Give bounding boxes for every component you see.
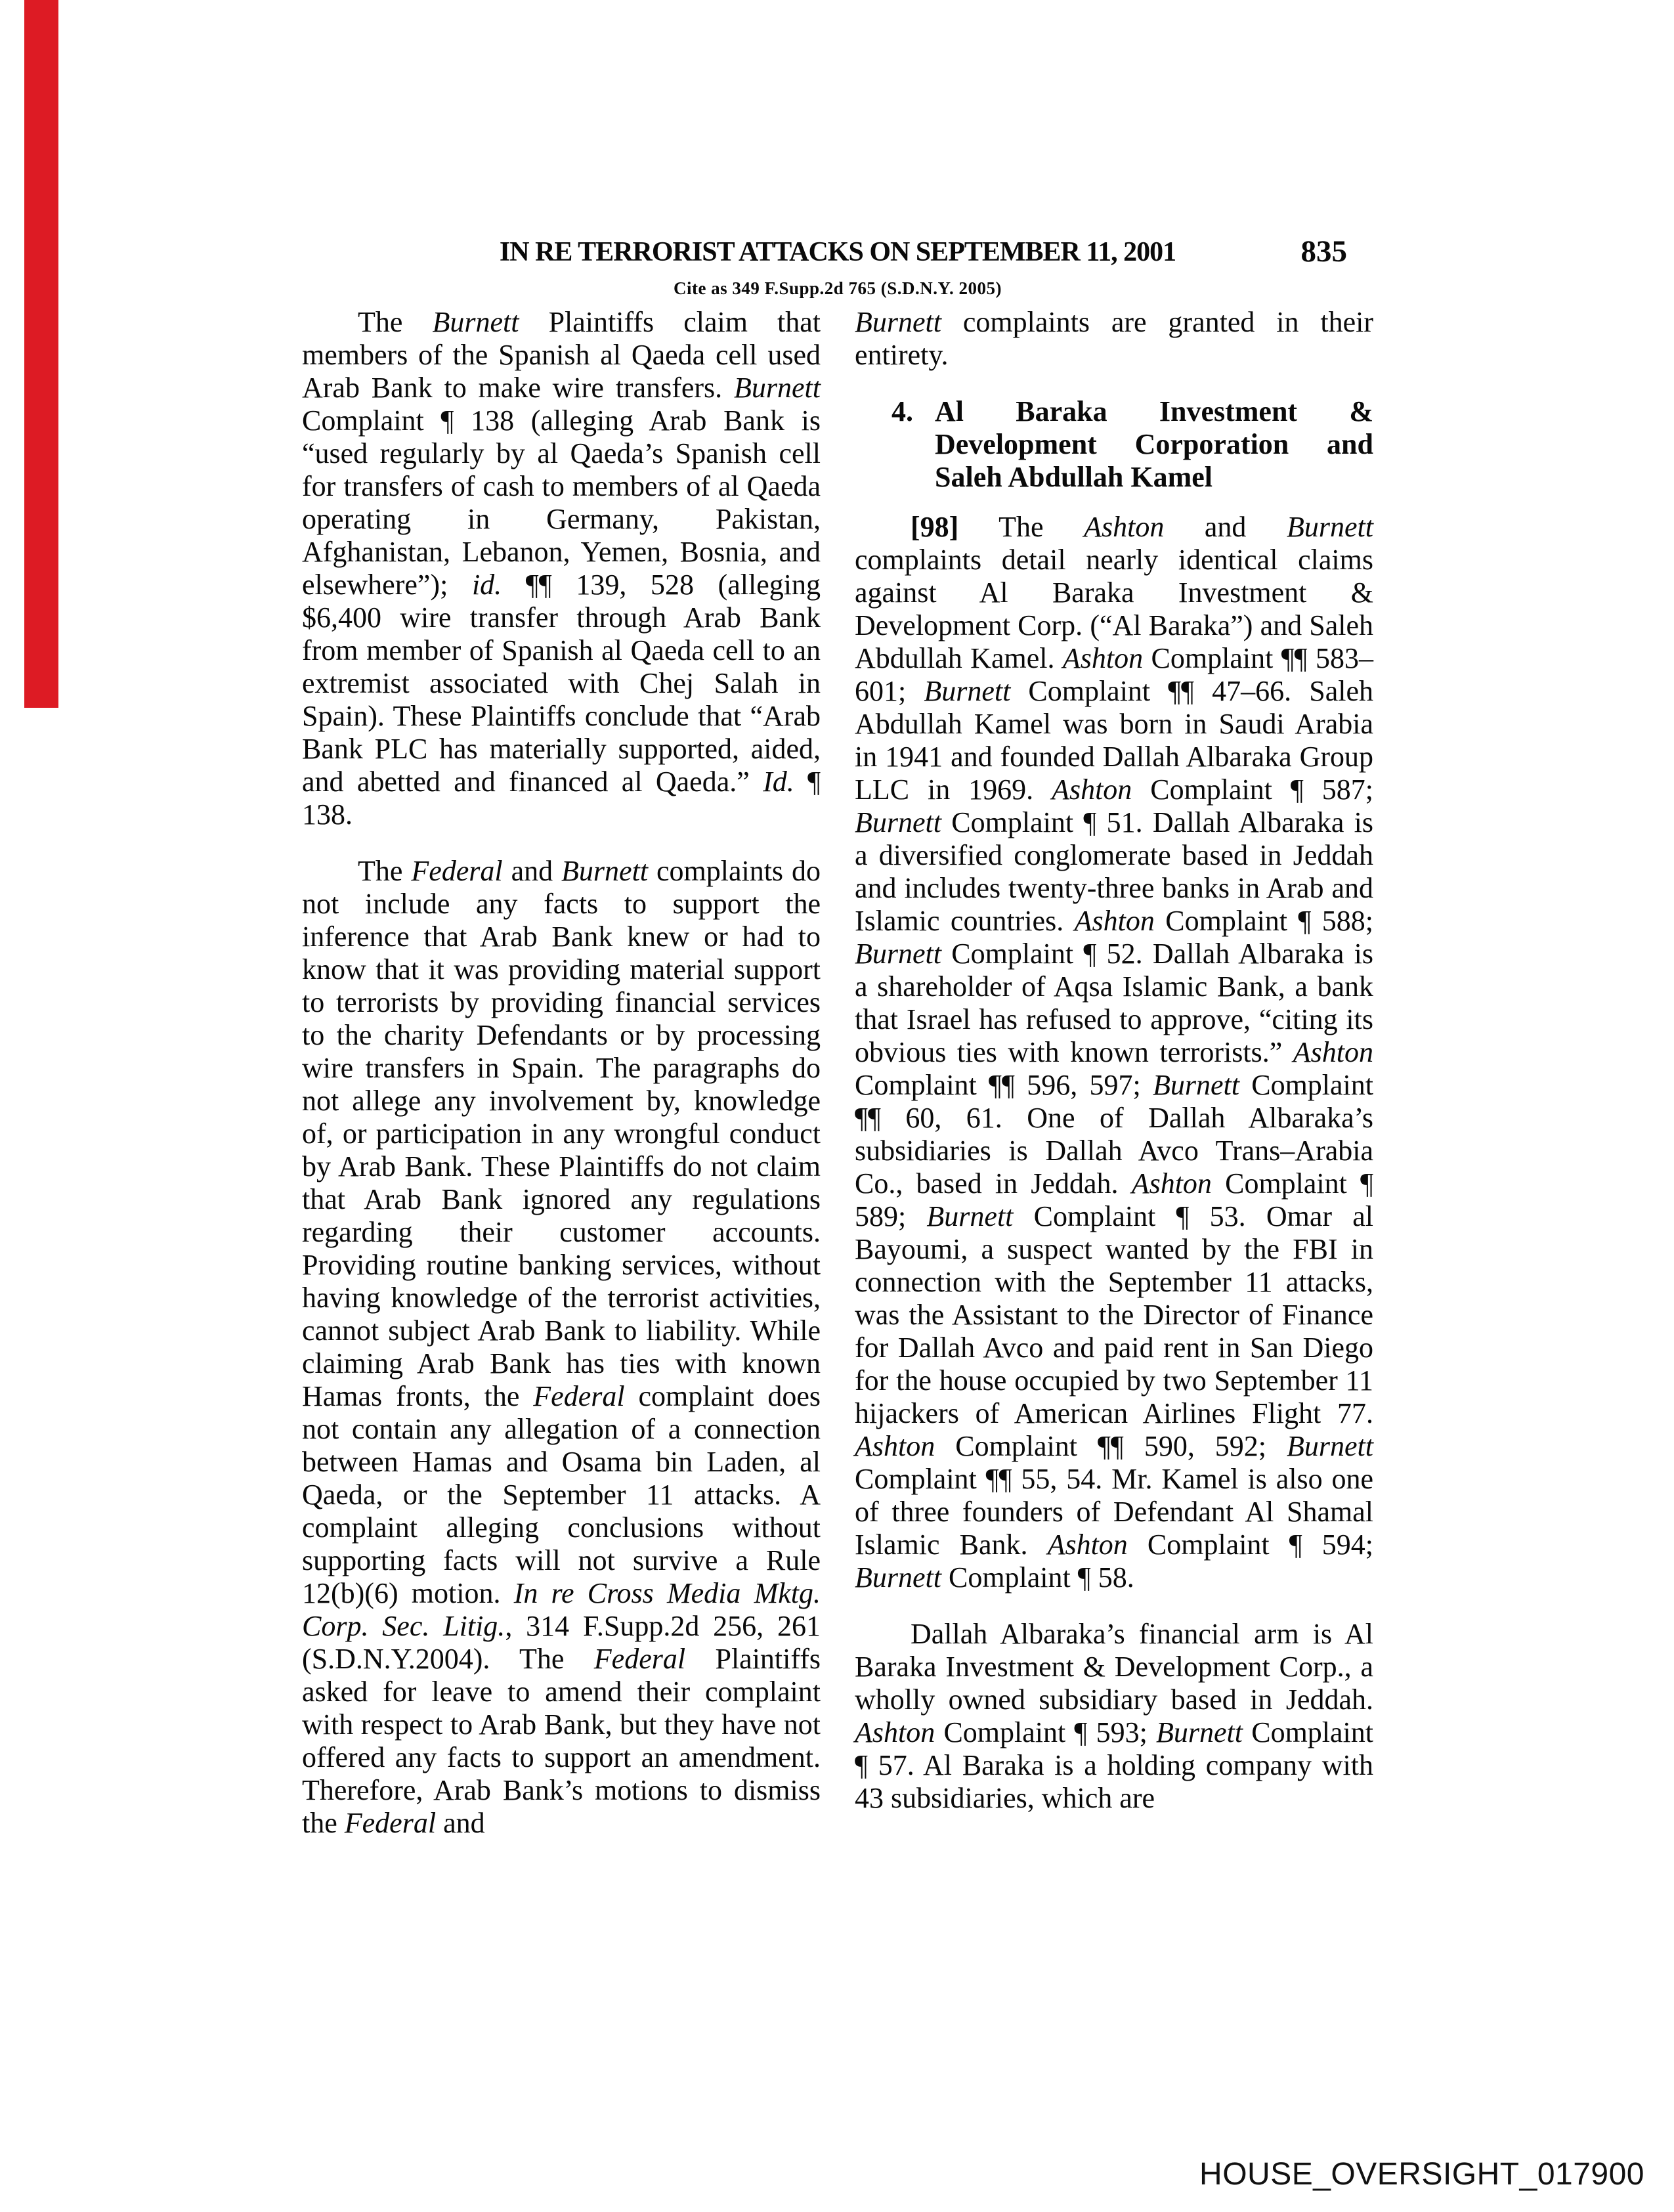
text-run: The bbox=[958, 511, 1084, 543]
body-paragraph bbox=[302, 855, 821, 1840]
italic-case-name: Burnett bbox=[1287, 1430, 1373, 1462]
italic-case-name: Burnett bbox=[855, 306, 941, 338]
text-run: Complaint ¶¶ 60, 61. One of Dallah Albaraka’s subsidiaries is Dallah Avco Trans–Arabia Co., based in Jeddah. bbox=[855, 1069, 1374, 1200]
italic-case-name: Ashton bbox=[1052, 773, 1132, 806]
text-run: , 314 F.Supp.2d 256, 261 (S.D.N.Y.2004). The bbox=[302, 1610, 821, 1675]
text-run: Complaint ¶ 58. bbox=[941, 1561, 1134, 1594]
italic-case-name: In re Cross Media Mktg. Corp. Sec. Litig. bbox=[302, 1577, 821, 1642]
body-paragraph bbox=[855, 511, 1373, 1594]
text-run: Complaint ¶ 52. Dallah Albaraka is a shareholder of Aqsa Islamic Bank, a bank that Israel has refused to approve, “citing its obvious ties with known terrorists.” bbox=[855, 938, 1373, 1068]
text-run: The bbox=[358, 306, 433, 338]
text-run: Plaintiffs asked for leave to amend their complaint with respect to Arab Bank, but they have not offered any facts to support an amendment. Therefore, Arab Bank’s motions to dismiss the bbox=[302, 1643, 821, 1839]
italic-case-name: Burnett bbox=[855, 1561, 941, 1594]
italic-case-name: Burnett bbox=[855, 806, 941, 838]
text-run: complaints are granted in their entirety. bbox=[855, 306, 1373, 371]
page-header bbox=[302, 236, 1373, 299]
bates-stamp: HOUSE_OVERSIGHT_017900 bbox=[1199, 2157, 1644, 2192]
body-paragraph bbox=[855, 306, 1373, 372]
italic-case-name: Burnett bbox=[855, 938, 941, 970]
italic-case-name: Ashton bbox=[1131, 1167, 1212, 1200]
italic-case-name: Burnett bbox=[1156, 1716, 1243, 1748]
body-paragraph bbox=[855, 1618, 1373, 1815]
italic-case-name: Ashton bbox=[855, 1716, 935, 1748]
italic-case-name: Federal bbox=[533, 1380, 625, 1412]
text-run: Complaint ¶ 51. Dallah Albaraka is a diversified conglomerate based in Jeddah and includes twenty-three banks in Arab and Islamic countries. bbox=[855, 806, 1373, 937]
running-head bbox=[302, 236, 1373, 271]
reporter-page-number: 835 bbox=[1300, 234, 1347, 269]
italic-case-name: Burnett bbox=[1287, 511, 1373, 543]
text-run: Complaint ¶ 57. Al Baraka is a holding company with 43 subsidiaries, which are bbox=[855, 1716, 1374, 1814]
italic-case-name: Burnett bbox=[432, 306, 519, 338]
bold-run: [98] bbox=[911, 511, 959, 543]
italic-case-name: Ashton bbox=[1062, 642, 1144, 674]
text-run: complaints do not include any facts to support the inference that Arab Bank knew or had to know that it was providing material support to terrorists by providing financial services to the charity Defendants or by processing wire transfers in Spain. The paragraphs do not allege any involvement by, knowledge of, or participation in any wrongful conduct by Arab Bank. These Plaintiffs do not claim that Arab Bank ignored any regulations regarding their customer accounts. Providing routine banking services, without having knowledge of the terrorist activities, cannot subject Arab Bank to liability. While claiming Arab Bank has ties with known Hamas fronts, the bbox=[302, 855, 821, 1412]
italic-case-name: Burnett bbox=[734, 372, 821, 404]
italic-case-name: Federal bbox=[344, 1807, 437, 1839]
text-run: and bbox=[436, 1807, 485, 1839]
italic-case-name: Burnett bbox=[1152, 1069, 1239, 1101]
italic-case-name: Burnett bbox=[926, 1200, 1014, 1232]
text-run: Complaint ¶¶ 47–66. Saleh Abdullah Kamel was born in Saudi Arabia in 1941 and founded Dallah Albaraka Group LLC in 1969. bbox=[855, 675, 1374, 806]
text-run: ¶ 138. bbox=[302, 766, 821, 831]
text-run: Complaint ¶ 588; bbox=[1154, 905, 1373, 937]
italic-case-name: Ashton bbox=[855, 1430, 935, 1462]
text-run: Complaint ¶ 138 (alleging Arab Bank is “used regularly by al Qaeda’s Spanish cell for transfers of cash to members of al Qaeda operating in Germany, Pakistan, Afghanistan, Lebanon, Yemen, Bosnia, and elsewhere”); bbox=[302, 404, 821, 601]
italic-case-name: Burnett bbox=[561, 855, 649, 887]
text-run: Plaintiffs claim that members of the Spanish al Qaeda cell used Arab Bank to make wire transfers. bbox=[302, 306, 821, 404]
text-run: The bbox=[358, 855, 412, 887]
italic-case-name: Federal bbox=[411, 855, 503, 887]
section-heading-title bbox=[935, 395, 1373, 494]
italic-case-name: Id. bbox=[763, 766, 794, 798]
text-run: Dallah Albaraka’s financial arm is Al Baraka Investment & Development Corp., a wholly owned subsidiary based in Jeddah. bbox=[855, 1618, 1373, 1716]
text-run: Complaint ¶ 589; bbox=[855, 1167, 1374, 1232]
italic-case-name: Ashton bbox=[1084, 511, 1165, 543]
text-run: Complaint ¶ 587; bbox=[1132, 773, 1374, 806]
italic-case-name: id. bbox=[471, 569, 502, 601]
text-run: Al Baraka Investment & Development Corporation and Saleh Abdullah Kamel bbox=[935, 395, 1373, 493]
text-run: and bbox=[1164, 511, 1287, 543]
italic-case-name: Ashton bbox=[1047, 1529, 1128, 1561]
italic-case-name: Ashton bbox=[1074, 905, 1155, 937]
text-run: Complaint ¶¶ 55, 54. Mr. Kamel is also one of three founders of Defendant Al Shamal Islamic Bank. bbox=[855, 1463, 1373, 1561]
text-run: Complaint ¶ 594; bbox=[1127, 1529, 1373, 1561]
text-run: Complaint ¶¶ 583–601; bbox=[855, 642, 1373, 707]
right-column bbox=[855, 306, 1373, 1863]
italic-case-name: Ashton bbox=[1293, 1036, 1373, 1068]
body-paragraph bbox=[302, 306, 821, 831]
case-title: IN RE TERRORIST ATTACKS ON SEPTEMBER 11, 2001 bbox=[499, 237, 1176, 267]
text-run: Complaint ¶¶ 590, 592; bbox=[935, 1430, 1287, 1462]
reporter-citation: Cite as 349 F.Supp.2d 765 (S.D.N.Y. 2005) bbox=[673, 278, 1002, 298]
section-heading bbox=[855, 395, 1373, 494]
text-run: complaints detail nearly identical claims against Al Baraka Investment & Development Corp. (“Al Baraka”) and Saleh Abdullah Kamel. bbox=[855, 544, 1373, 674]
italic-case-name: Burnett bbox=[924, 675, 1011, 707]
section-heading-number: 4. bbox=[891, 395, 913, 427]
left-column bbox=[302, 306, 821, 1863]
text-run: Complaint ¶ 53. Omar al Bayoumi, a suspect wanted by the FBI in connection with the September 11 attacks, was the Assistant to the Director of Finance for Dallah Avco and paid rent in San Diego for the house occupied by two September 11 hijackers of American Airlines Flight 77. bbox=[855, 1200, 1373, 1429]
text-run: and bbox=[502, 855, 562, 887]
left-margin-red-bar bbox=[24, 0, 58, 708]
text-run: complaint does not contain any allegation of a connection between Hamas and Osama bin Laden, al Qaeda, or the September 11 attacks. A complaint alleging conclusions without supporting facts will not survive a Rule 12(b)(6) motion. bbox=[302, 1380, 821, 1609]
text-run: ¶¶ 139, 528 (alleging $6,400 wire transfer through Arab Bank from member of Spanish al Qaeda cell to an extremist associated with Chej Salah in Spain). These Plaintiffs conclude that “Arab Bank PLC has materially supported, aided, and abetted and financed al Qaeda.” bbox=[302, 569, 821, 798]
text-run: Complaint ¶ 593; bbox=[935, 1716, 1157, 1748]
italic-case-name: Federal bbox=[593, 1643, 686, 1675]
text-run: Complaint ¶¶ 596, 597; bbox=[855, 1069, 1153, 1101]
text-columns bbox=[302, 306, 1373, 1863]
